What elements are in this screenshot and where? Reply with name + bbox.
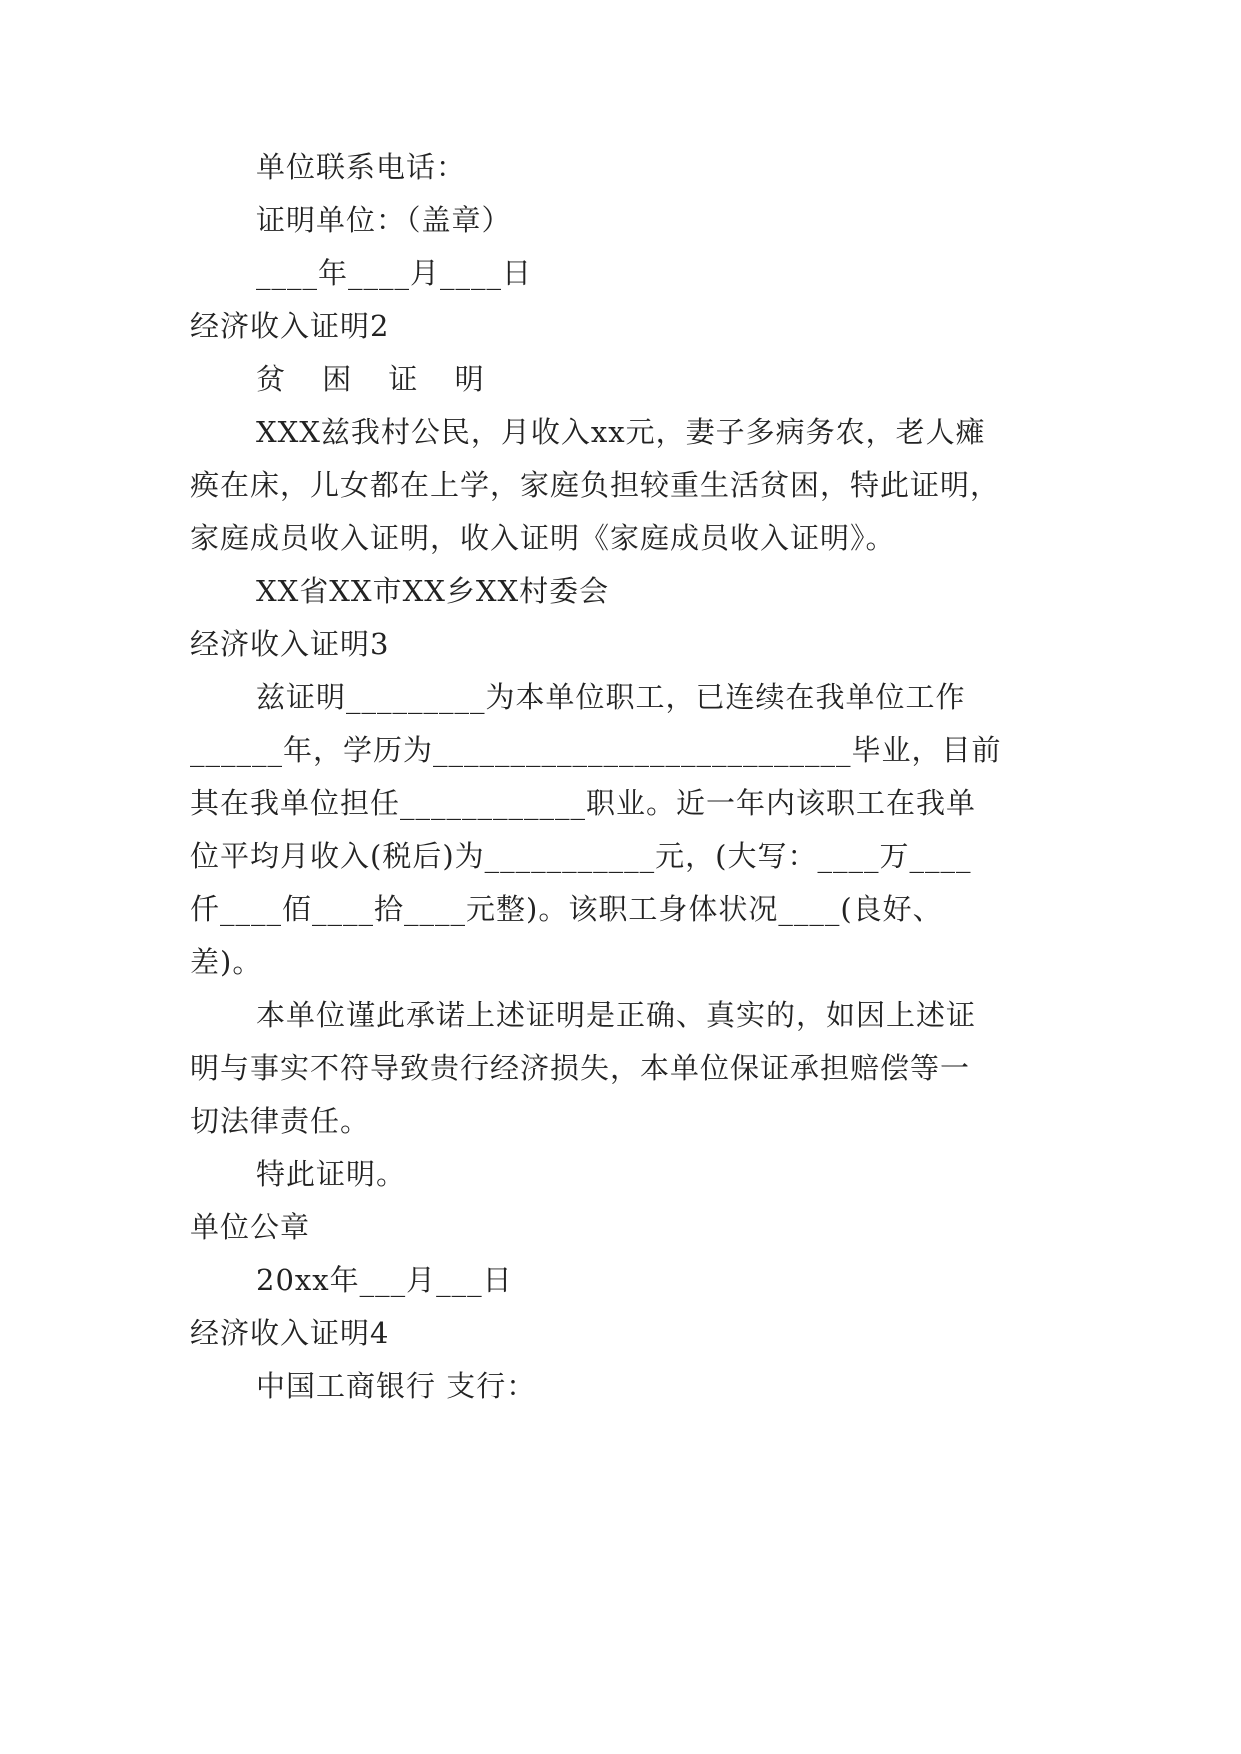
contact-phone-line: 单位联系电话： (256, 150, 467, 184)
poverty-certificate-title: 贫 困 证 明 (256, 362, 498, 396)
unit-seal-line: 单位公章 (190, 1210, 311, 1244)
bank-address-line: 中国工商银行 支行： (256, 1369, 537, 1403)
section-heading-2: 经济收入证明2 (190, 309, 390, 343)
village-committee-line: XX省XX市XX乡XX村委会 (256, 574, 610, 608)
paragraph-line: 仟____佰____拾____元整)。该职工身体状况____(良好、 (190, 892, 943, 926)
date-line: 20xx年___月___日 (256, 1263, 513, 1297)
hereby-certify-line: 特此证明。 (256, 1157, 407, 1191)
paragraph-line: 其在我单位担任____________职业。近一年内该职工在我单 (190, 786, 977, 820)
section-heading-4: 经济收入证明4 (190, 1316, 390, 1350)
issuing-unit-line: 证明单位：（盖章） (256, 203, 512, 237)
paragraph-line: 兹证明_________为本单位职工，已连续在我单位工作 (256, 680, 966, 714)
paragraph-line: 差)。 (190, 945, 263, 979)
paragraph-line: ______年，学历为___________________________毕业，目前 (190, 733, 1002, 767)
paragraph-line: 痪在床，儿女都在上学，家庭负担较重生活贫困，特此证明， (190, 468, 1001, 502)
paragraph-line: 本单位谨此承诺上述证明是正确、真实的，如因上述证 (256, 998, 977, 1032)
date-line: ____年____月____日 (256, 256, 533, 290)
paragraph-line: 切法律责任。 (190, 1104, 371, 1138)
paragraph-line: 位平均月收入(税后)为___________元，(大写：____万____ (190, 839, 972, 873)
section-heading-3: 经济收入证明3 (190, 627, 390, 661)
paragraph-line: 家庭成员收入证明，收入证明《家庭成员收入证明》。 (190, 521, 896, 555)
paragraph-line: 明与事实不符导致贵行经济损失，本单位保证承担赔偿等一 (190, 1051, 971, 1085)
paragraph-line: XXX兹我村公民，月收入xx元，妻子多病务农，老人瘫 (256, 415, 986, 449)
